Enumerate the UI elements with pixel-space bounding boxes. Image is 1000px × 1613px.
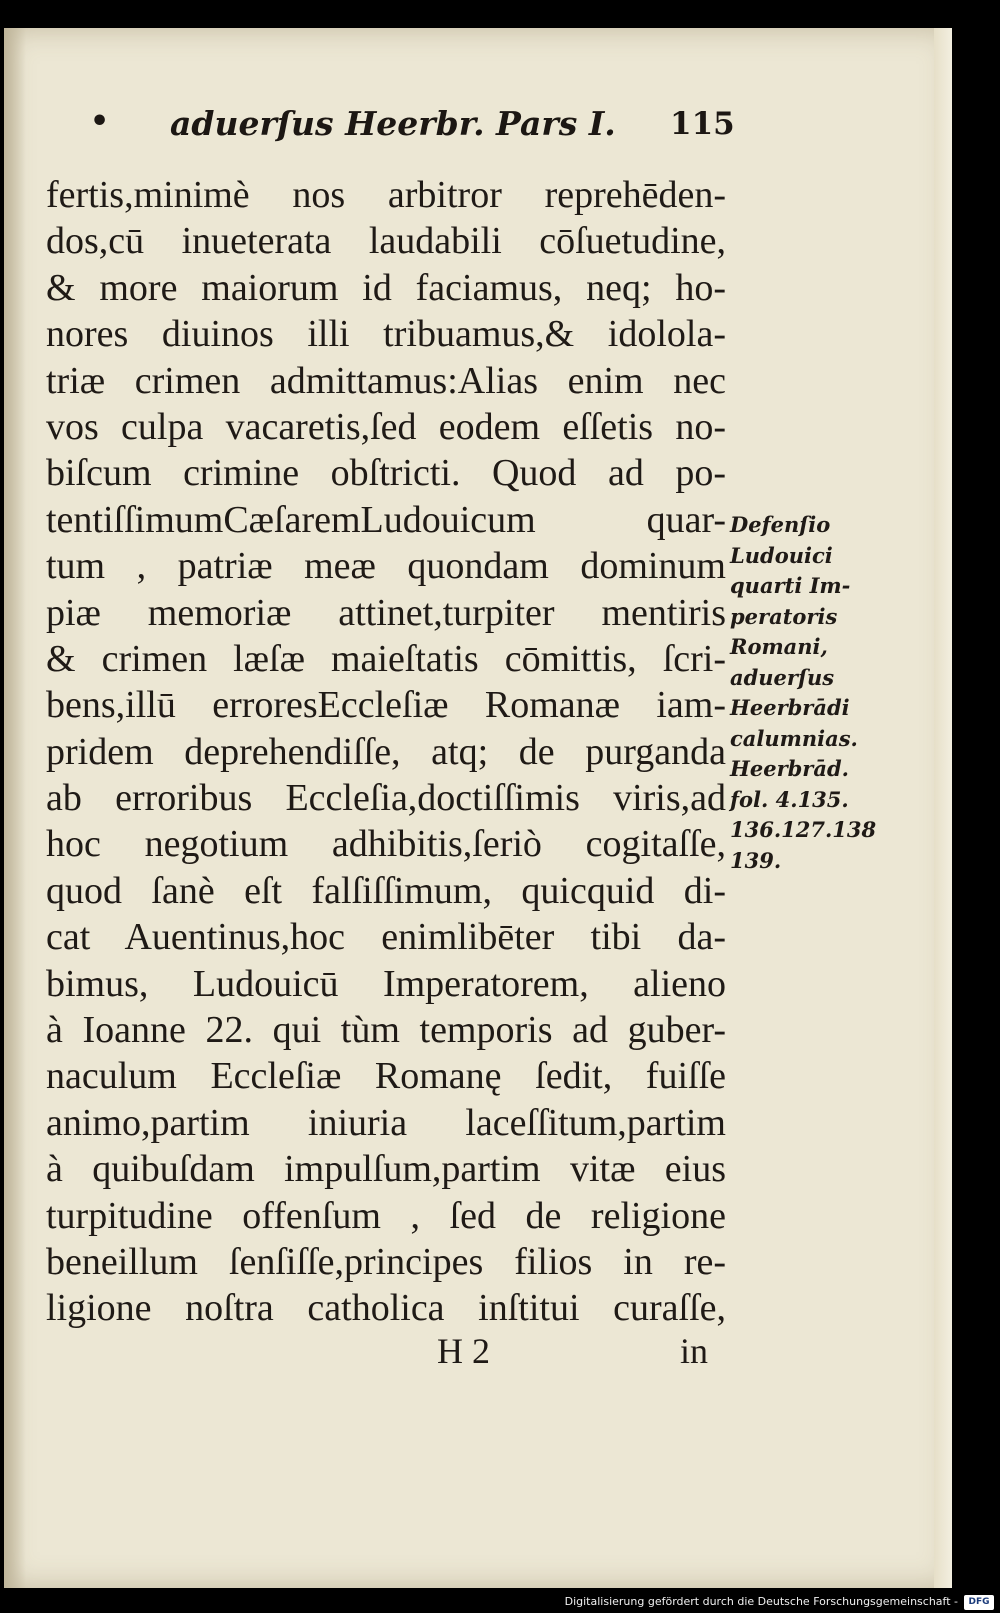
marginal-line: quarti Im-	[730, 573, 851, 598]
marginal-line: 136.127.138	[730, 817, 877, 842]
text-line: pridem deprehendiſſe, atq; de purganda	[46, 730, 726, 773]
text-line: fertis,minimè nos arbitror reprehēden-	[46, 174, 726, 216]
text-line: & more maiorum id faciamus, neq; ho-	[46, 266, 726, 309]
text-line: ab erroribus Eccleſia,doctiſſimis viris,ad	[46, 777, 726, 820]
text-line: turpitudine offenſum , ſed de religione	[46, 1194, 726, 1237]
signature-mark: H 2	[437, 1331, 490, 1371]
text-line: hoc negotium adhibitis,ſeriò cogitaſſe,	[46, 823, 726, 866]
text-line: animo,partim iniuria laceſſitum,partim	[46, 1101, 726, 1144]
text-line: cat Auentinus,hoc enimlibēter tibi da-	[46, 916, 726, 959]
text-line: quod ſanè eſt falſiſſimum, quicquid di-	[46, 869, 726, 912]
header-bullet: •	[90, 104, 110, 139]
text-line: naculum Eccleſiæ Romanę ſedit, fuiſſe	[46, 1055, 726, 1098]
catchword: in	[680, 1331, 709, 1371]
text-line: tum , patriæ meæ quondam dominum	[46, 545, 726, 588]
marginal-line: Defenſio	[730, 512, 831, 537]
marginal-line: 139.	[730, 847, 782, 873]
text-line: à quibuſdam impulſum,partim vitæ eius	[46, 1148, 726, 1191]
marginal-line: fol. 4.135.	[730, 786, 849, 812]
digitization-footer	[0, 1593, 1000, 1613]
text-line: & crimen læſæ maieſtatis cōmittis, ſcri-	[46, 637, 726, 680]
page-number: 115	[670, 106, 735, 142]
dfg-logo: DFG	[964, 1595, 994, 1610]
text-line: piæ memoriæ attinet,turpiter mentiris	[46, 591, 726, 634]
text-line: triæ crimen admittamus:Alias enim nec	[46, 359, 726, 402]
marginal-line: calumnias.	[730, 725, 858, 751]
text-line: à Ioanne 22. qui tùm temporis ad guber-	[46, 1009, 726, 1052]
marginal-line: Heerbrād.	[730, 756, 849, 781]
text-line: vos culpa vacaretis,ſed eodem eſſetis no-	[46, 405, 726, 448]
main-text-block	[46, 172, 726, 1332]
marginal-line: Romani,	[730, 634, 828, 659]
text-line: ligione noſtra catholica inſtitui curaſſe,	[46, 1287, 726, 1330]
marginal-line: peratoris	[730, 603, 838, 629]
text-line: beneillum ſenſiſſe,principes filios in re-	[46, 1240, 726, 1283]
page-header	[90, 100, 735, 160]
text-line: bens,illū erroresEccleſiæ Romanæ iam-	[46, 684, 726, 727]
marginal-line: Heerbrādi	[730, 695, 850, 720]
running-head: aduerſus Heerbr. Pars I.	[170, 104, 616, 143]
text-line: tentiſſimumCæſaremLudouicum quar-	[46, 498, 726, 541]
page-foot	[0, 1330, 1000, 1380]
text-line: bimus, Ludouicū Imperatorem, alieno	[46, 962, 726, 1005]
marginal-note	[730, 510, 890, 876]
text-line: biſcum crimine obſtricti. Quod ad po-	[46, 452, 726, 495]
text-line: dos,cū inueterata laudabili cōſuetudine,	[46, 220, 726, 263]
text-line: nores diuinos illi tribuamus,& idolola-	[46, 313, 726, 356]
marginal-line: aduerſus	[730, 664, 835, 690]
marginal-line: Ludouici	[730, 542, 833, 568]
funding-credit: Digitalisierung gefördert durch die Deutsche Forschungsgemeinschaft -	[564, 1595, 958, 1608]
